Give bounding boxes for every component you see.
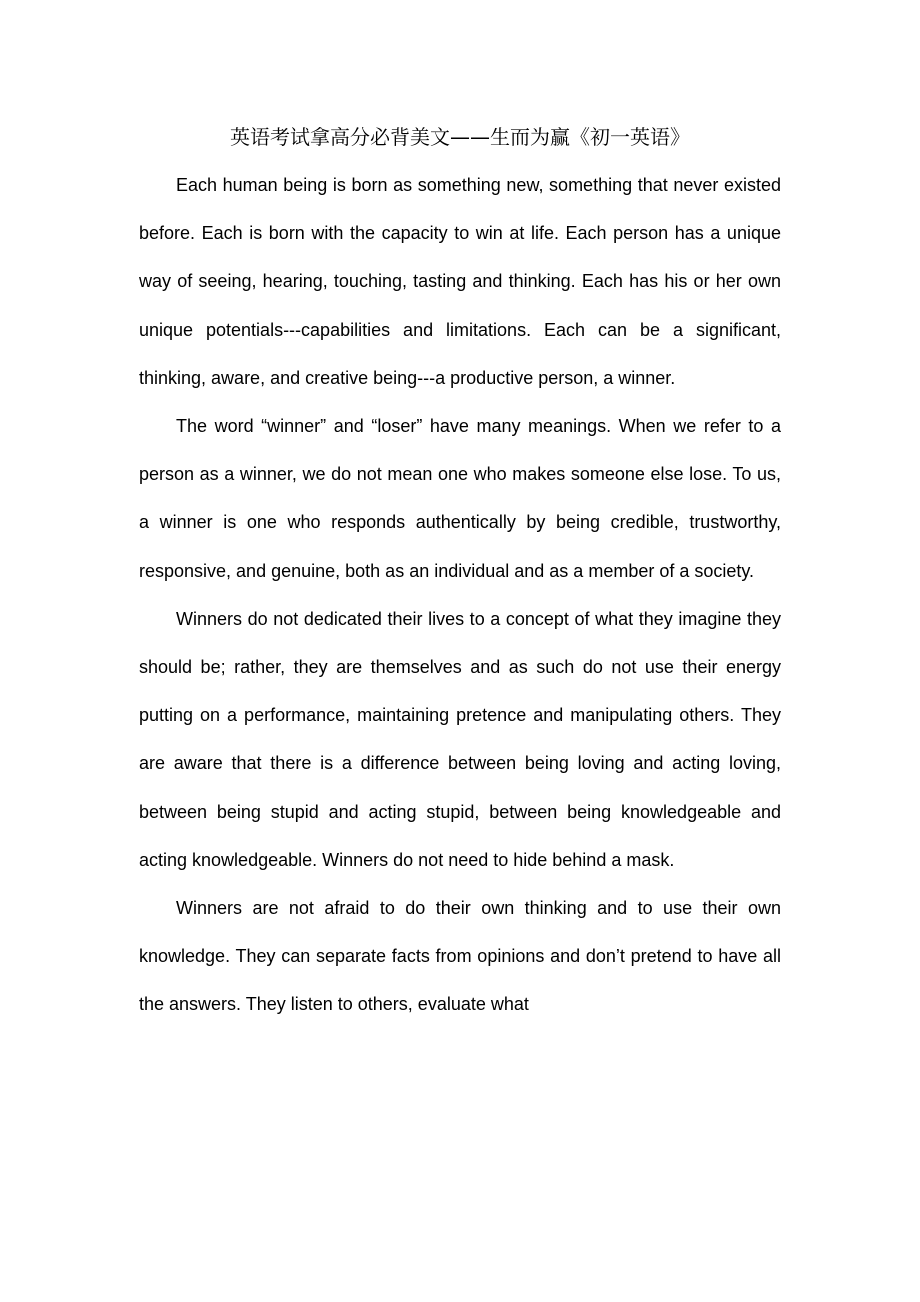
paragraph-2: The word “winner” and “loser” have many meanings. When we refer to a person as a winner, we do not mean one who makes someone else lose. To us, a winner is one who responds authentically by being credible, trustworthy, responsive, and genuine, both as an individual and as a member of a society. [139, 416, 781, 581]
document-title: 英语考试拿高分必背美文——生而为赢《初一英语》 [230, 125, 690, 149]
paragraph-4: Winners are not afraid to do their own thinking and to use their own knowledge. They can separate facts from opinions and don’t pretend to have all the answers. They listen to others, evaluate what [139, 898, 781, 1015]
document-body [139, 161, 781, 1029]
paragraph-1: Each human being is born as something new, something that never existed before. Each is born with the capacity to win at life. Each person has a unique way of seeing, hearing, touching, tasting and thinking. Each has his or her own unique potentials---capabilities and limitations. Each can be a significant, thinking, aware, and creative being---a productive person, a winner. [139, 175, 781, 388]
paragraph-3: Winners do not dedicated their lives to a concept of what they imagine they should be; rather, they are themselves and as such do not use their energy putting on a performance, maintaining pretence and manipulating others. They are aware that there is a difference between being loving and acting loving, between being stupid and acting stupid, between being knowledgeable and acting knowledgeable. Winners do not need to hide behind a mask. [139, 608, 781, 870]
